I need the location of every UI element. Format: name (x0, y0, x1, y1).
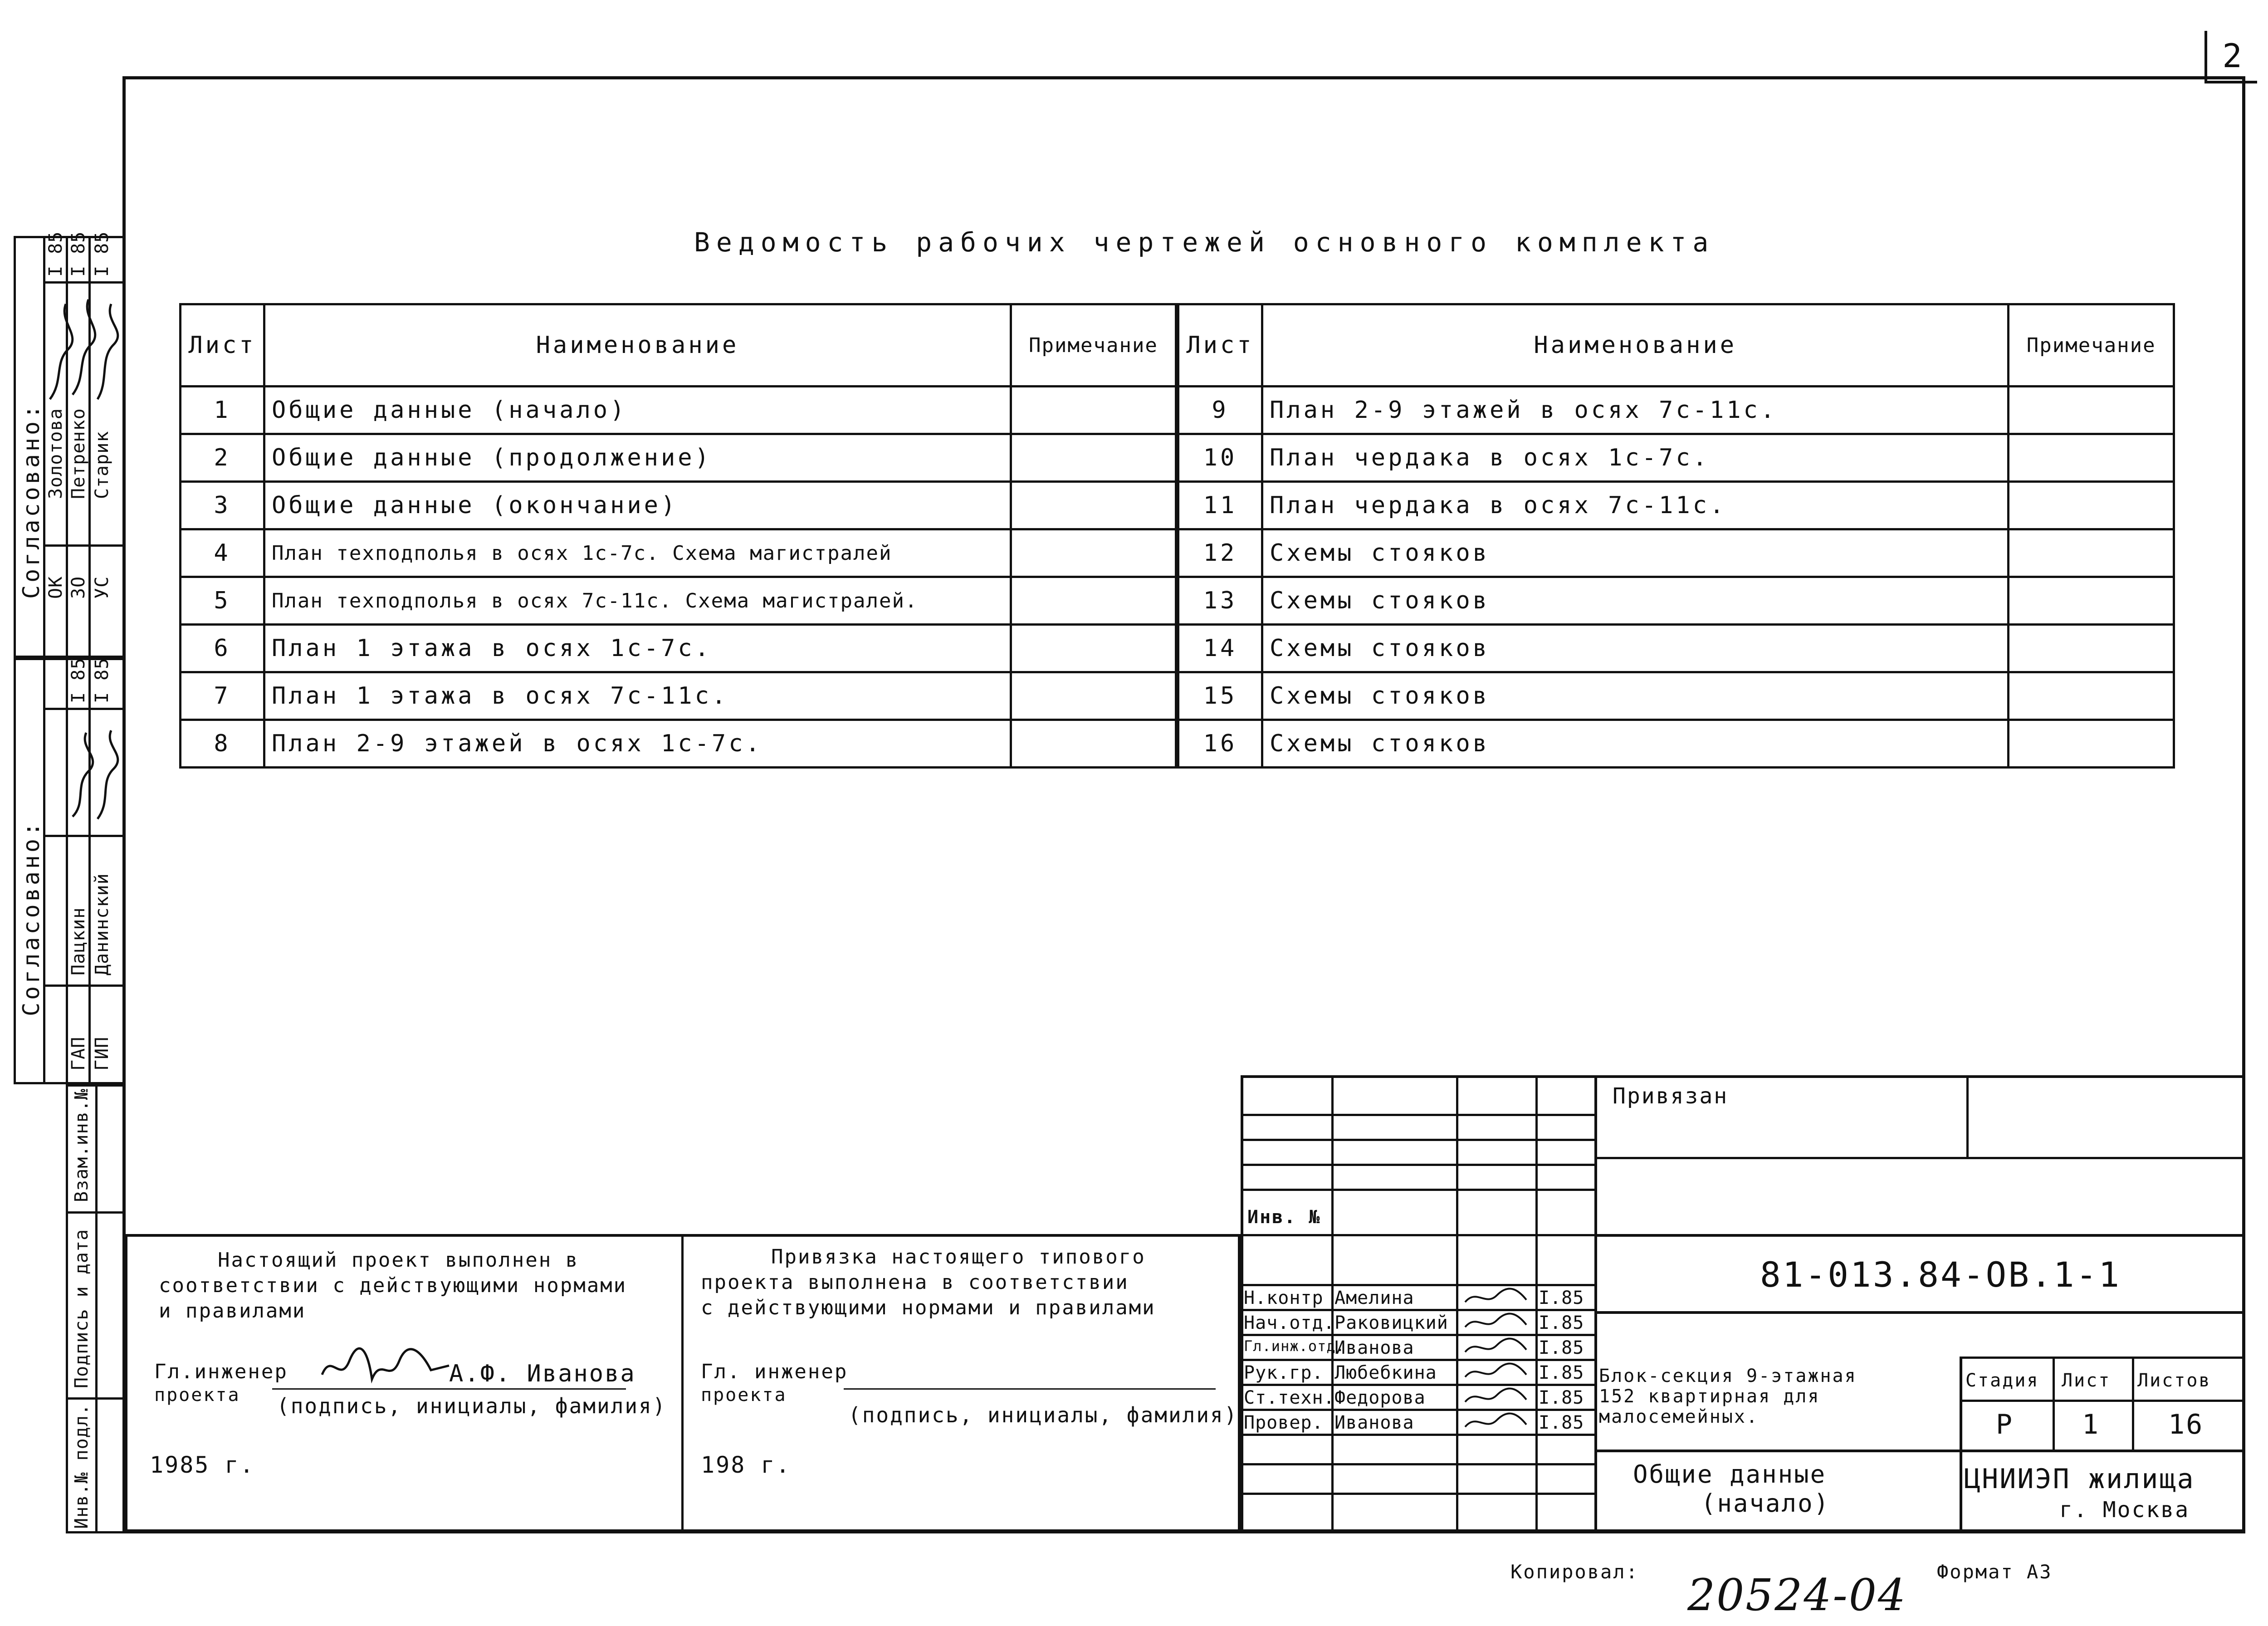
approvals-bottom-heading: Согласовано: (18, 819, 44, 1016)
sheet-note (2009, 529, 2174, 577)
sheet-number: 7 (181, 672, 264, 720)
sheet-note (1011, 529, 1176, 577)
sheet-name: Схемы стояков (1262, 577, 2008, 625)
chief-engineer-label: Гл.инженер (154, 1360, 288, 1383)
compliance-text-line: проекта выполнена в соответствии (701, 1271, 1129, 1294)
object-line: 152 квартирная для (1599, 1386, 1820, 1407)
sheet-name: План 2-9 этажей в осях 7с-11с. (1262, 387, 2008, 434)
object-line: Блок-секция 9-этажная (1599, 1366, 1857, 1386)
sheet-note (1011, 625, 1176, 672)
signatory-date: I.85 (1539, 1313, 1584, 1333)
sheet-name: План 1 этажа в осях 7с-11с. (264, 672, 1011, 720)
sheet-number: 11 (1178, 482, 1262, 529)
signatory-role: Рук.гр. (1244, 1362, 1324, 1383)
table-row (1178, 577, 2174, 625)
signatory-role: Провер. (1244, 1412, 1324, 1433)
doc-title-line: Общие данные (1633, 1460, 1827, 1489)
signatory-name: Любебкина (1334, 1362, 1437, 1383)
sheet-name: План 2-9 этажей в осях 1с-7с. (264, 720, 1011, 768)
sheet-note (1011, 720, 1176, 768)
col-header-name: Наименование (1262, 304, 2008, 387)
page-number: 2 (2204, 31, 2257, 83)
sheet-note (2009, 482, 2174, 529)
compliance-text-line: соответствии с действующими нормами (159, 1274, 627, 1297)
document-title: Ведомость рабочих чертежей основного комплекта (694, 227, 1715, 258)
chief-engineer-sub: проекта (701, 1385, 787, 1406)
approval-name: Золотова (45, 408, 66, 499)
table-row (181, 434, 1176, 482)
sheet-number: 14 (1178, 625, 1262, 672)
sheet-number: 4 (181, 529, 264, 577)
sheet-note (1011, 577, 1176, 625)
signatory-date: I.85 (1539, 1362, 1584, 1383)
inv-no-label: Инв. № (1247, 1207, 1321, 1228)
sheet-name: Общие данные (окончание) (264, 482, 1011, 529)
chief-engineer-label: Гл. инженер (701, 1360, 848, 1383)
sheet-number: 3 (181, 482, 264, 529)
sheet-note (2009, 672, 2174, 720)
compliance-text-line: и правилами (159, 1299, 306, 1322)
sheet-number: 15 (1178, 672, 1262, 720)
org-city: г. Москва (2059, 1497, 2190, 1523)
sheet-number: 1 (181, 387, 264, 434)
table-row (181, 720, 1176, 768)
approval-name: Петренко (68, 408, 89, 499)
document-code: 81-013.84-ОВ.1-1 (1760, 1254, 2121, 1295)
sheet-name: План 1 этажа в осях 1с-7с. (264, 625, 1011, 672)
signatory-date: I.85 (1539, 1387, 1584, 1408)
sheet-number: 13 (1178, 577, 1262, 625)
sheet-number: 8 (181, 720, 264, 768)
sheet-number: 12 (1178, 529, 1262, 577)
privyazan-label: Привязан (1613, 1083, 1729, 1109)
signatory-role: Ст.техн. (1244, 1387, 1335, 1408)
paper-format: Формат А3 (1937, 1561, 2053, 1583)
object-line: малосемейных. (1599, 1406, 1759, 1427)
signatory-name: Федорова (1334, 1387, 1426, 1408)
table-row (181, 482, 1176, 529)
sheet-note (1011, 482, 1176, 529)
sheet-number: 6 (181, 625, 264, 672)
table-row (181, 625, 1176, 672)
approvals-top-heading: Согласовано: (18, 402, 44, 599)
sheet-name: Схемы стояков (1262, 529, 2008, 577)
compliance-text-line: Привязка настоящего типового (771, 1245, 1146, 1268)
approval-name: Данинский (92, 873, 112, 975)
compliance-text-line: с действующими нормами и правилами (701, 1296, 1156, 1319)
sheet-name: Схемы стояков (1262, 672, 2008, 720)
table-row (1178, 387, 2174, 434)
sheet-value: 1 (2082, 1409, 2100, 1440)
sign-date-label: Подпись и дата (71, 1229, 92, 1388)
table-row (1178, 672, 2174, 720)
sheet-number: 2 (181, 434, 264, 482)
col-header-note: Примечание (1011, 304, 1176, 387)
signature-image (68, 726, 122, 826)
signature-caption: (подпись, инициалы, фамилия) (277, 1394, 667, 1418)
table-row (1178, 482, 2174, 529)
table-row (1178, 720, 2174, 768)
sheet-name: План чердака в осях 1с-7с. (1262, 434, 2008, 482)
copied-number: 20524-04 (1687, 1570, 1907, 1621)
table-row (1178, 529, 2174, 577)
sheet-number: 10 (1178, 434, 1262, 482)
sheet-note (2009, 387, 2174, 434)
sheet-list-left (179, 303, 1177, 769)
col-header-name: Наименование (264, 304, 1011, 387)
stage-label: Стадия (1965, 1370, 2039, 1391)
chief-engineer-name: А.Ф. Иванова (449, 1360, 636, 1387)
signatory-name: Амелина (1334, 1288, 1414, 1308)
year: 1985 г. (150, 1452, 255, 1478)
sheet-number: 9 (1178, 387, 1262, 434)
signature-caption: (подпись, инициалы, фамилия) (848, 1403, 1238, 1427)
sheet-note (2009, 625, 2174, 672)
signature-image (45, 290, 122, 408)
vzam-label: Взам.инв.№ (71, 1088, 92, 1202)
sheets-value: 16 (2168, 1409, 2204, 1440)
sheet-name: План техподполья в осях 1с-7с. Схема магистралей (264, 529, 1011, 577)
year: 198 г. (701, 1452, 791, 1478)
org-name: ЦНИИЭП жилища (1964, 1463, 2195, 1495)
table-row (181, 529, 1176, 577)
chief-engineer-sub: проекта (154, 1385, 240, 1406)
approval-date: I 85 (92, 231, 112, 277)
approval-name: Пацкин (68, 907, 89, 975)
col-header-note: Примечание (2009, 304, 2174, 387)
approval-role: ГАП (68, 1036, 89, 1071)
sheet-name: Общие данные (начало) (264, 387, 1011, 434)
signature-image (318, 1343, 454, 1393)
approval-date: I 85 (92, 657, 112, 703)
approval-date: I 85 (68, 231, 89, 277)
table-row (1178, 434, 2174, 482)
signatory-name: Иванова (1334, 1337, 1414, 1358)
table-row (181, 672, 1176, 720)
sheet-note (1011, 672, 1176, 720)
table-row (181, 387, 1176, 434)
signature-image (1458, 1284, 1533, 1434)
signatory-name: Раковицкий (1334, 1313, 1448, 1333)
sheet-list-right (1177, 303, 2175, 769)
approval-name: Старик (92, 431, 112, 499)
signatory-name: Иванова (1334, 1412, 1414, 1433)
sheet-note (2009, 577, 2174, 625)
approval-role: ГИП (92, 1036, 112, 1071)
signatory-role: Гл.инж.отд. (1244, 1337, 1345, 1355)
sheet-note (1011, 387, 1176, 434)
sheet-number: 16 (1178, 720, 1262, 768)
sheet-label: Лист (2062, 1370, 2111, 1391)
inv-label: Инв.№ подл. (71, 1404, 92, 1529)
col-header-sheet: Лист (1178, 304, 1262, 387)
approval-date: I 85 (68, 657, 89, 703)
approval-dept: ОК (45, 576, 66, 599)
approval-date: I 85 (45, 231, 66, 277)
signatory-role: Нач.отд. (1244, 1313, 1335, 1333)
signatory-role: Н.контр (1244, 1288, 1324, 1308)
sheets-label: Листов (2137, 1370, 2211, 1391)
sheet-name: План техподполья в осях 7с-11с. Схема магистралей. (264, 577, 1011, 625)
signatory-date: I.85 (1539, 1288, 1584, 1308)
signatory-date: I.85 (1539, 1337, 1584, 1358)
sheet-name: Общие данные (продолжение) (264, 434, 1011, 482)
stage-value: Р (1996, 1409, 2014, 1440)
copied-label: Копировал: (1510, 1561, 1639, 1583)
compliance-text-line: Настоящий проект выполнен в (218, 1249, 579, 1272)
sheet-name: Схемы стояков (1262, 625, 2008, 672)
sheet-number: 5 (181, 577, 264, 625)
approval-dept: УС (92, 576, 112, 599)
sheet-note (2009, 720, 2174, 768)
sheet-name: План чердака в осях 7с-11с. (1262, 482, 2008, 529)
table-row (181, 577, 1176, 625)
doc-title-line: (начало) (1701, 1489, 1830, 1518)
sheet-note (2009, 434, 2174, 482)
sheet-name: Схемы стояков (1262, 720, 2008, 768)
table-row (1178, 625, 2174, 672)
col-header-sheet: Лист (181, 304, 264, 387)
sheet-note (1011, 434, 1176, 482)
signatory-date: I.85 (1539, 1412, 1584, 1433)
approval-dept: ЗО (68, 576, 89, 599)
